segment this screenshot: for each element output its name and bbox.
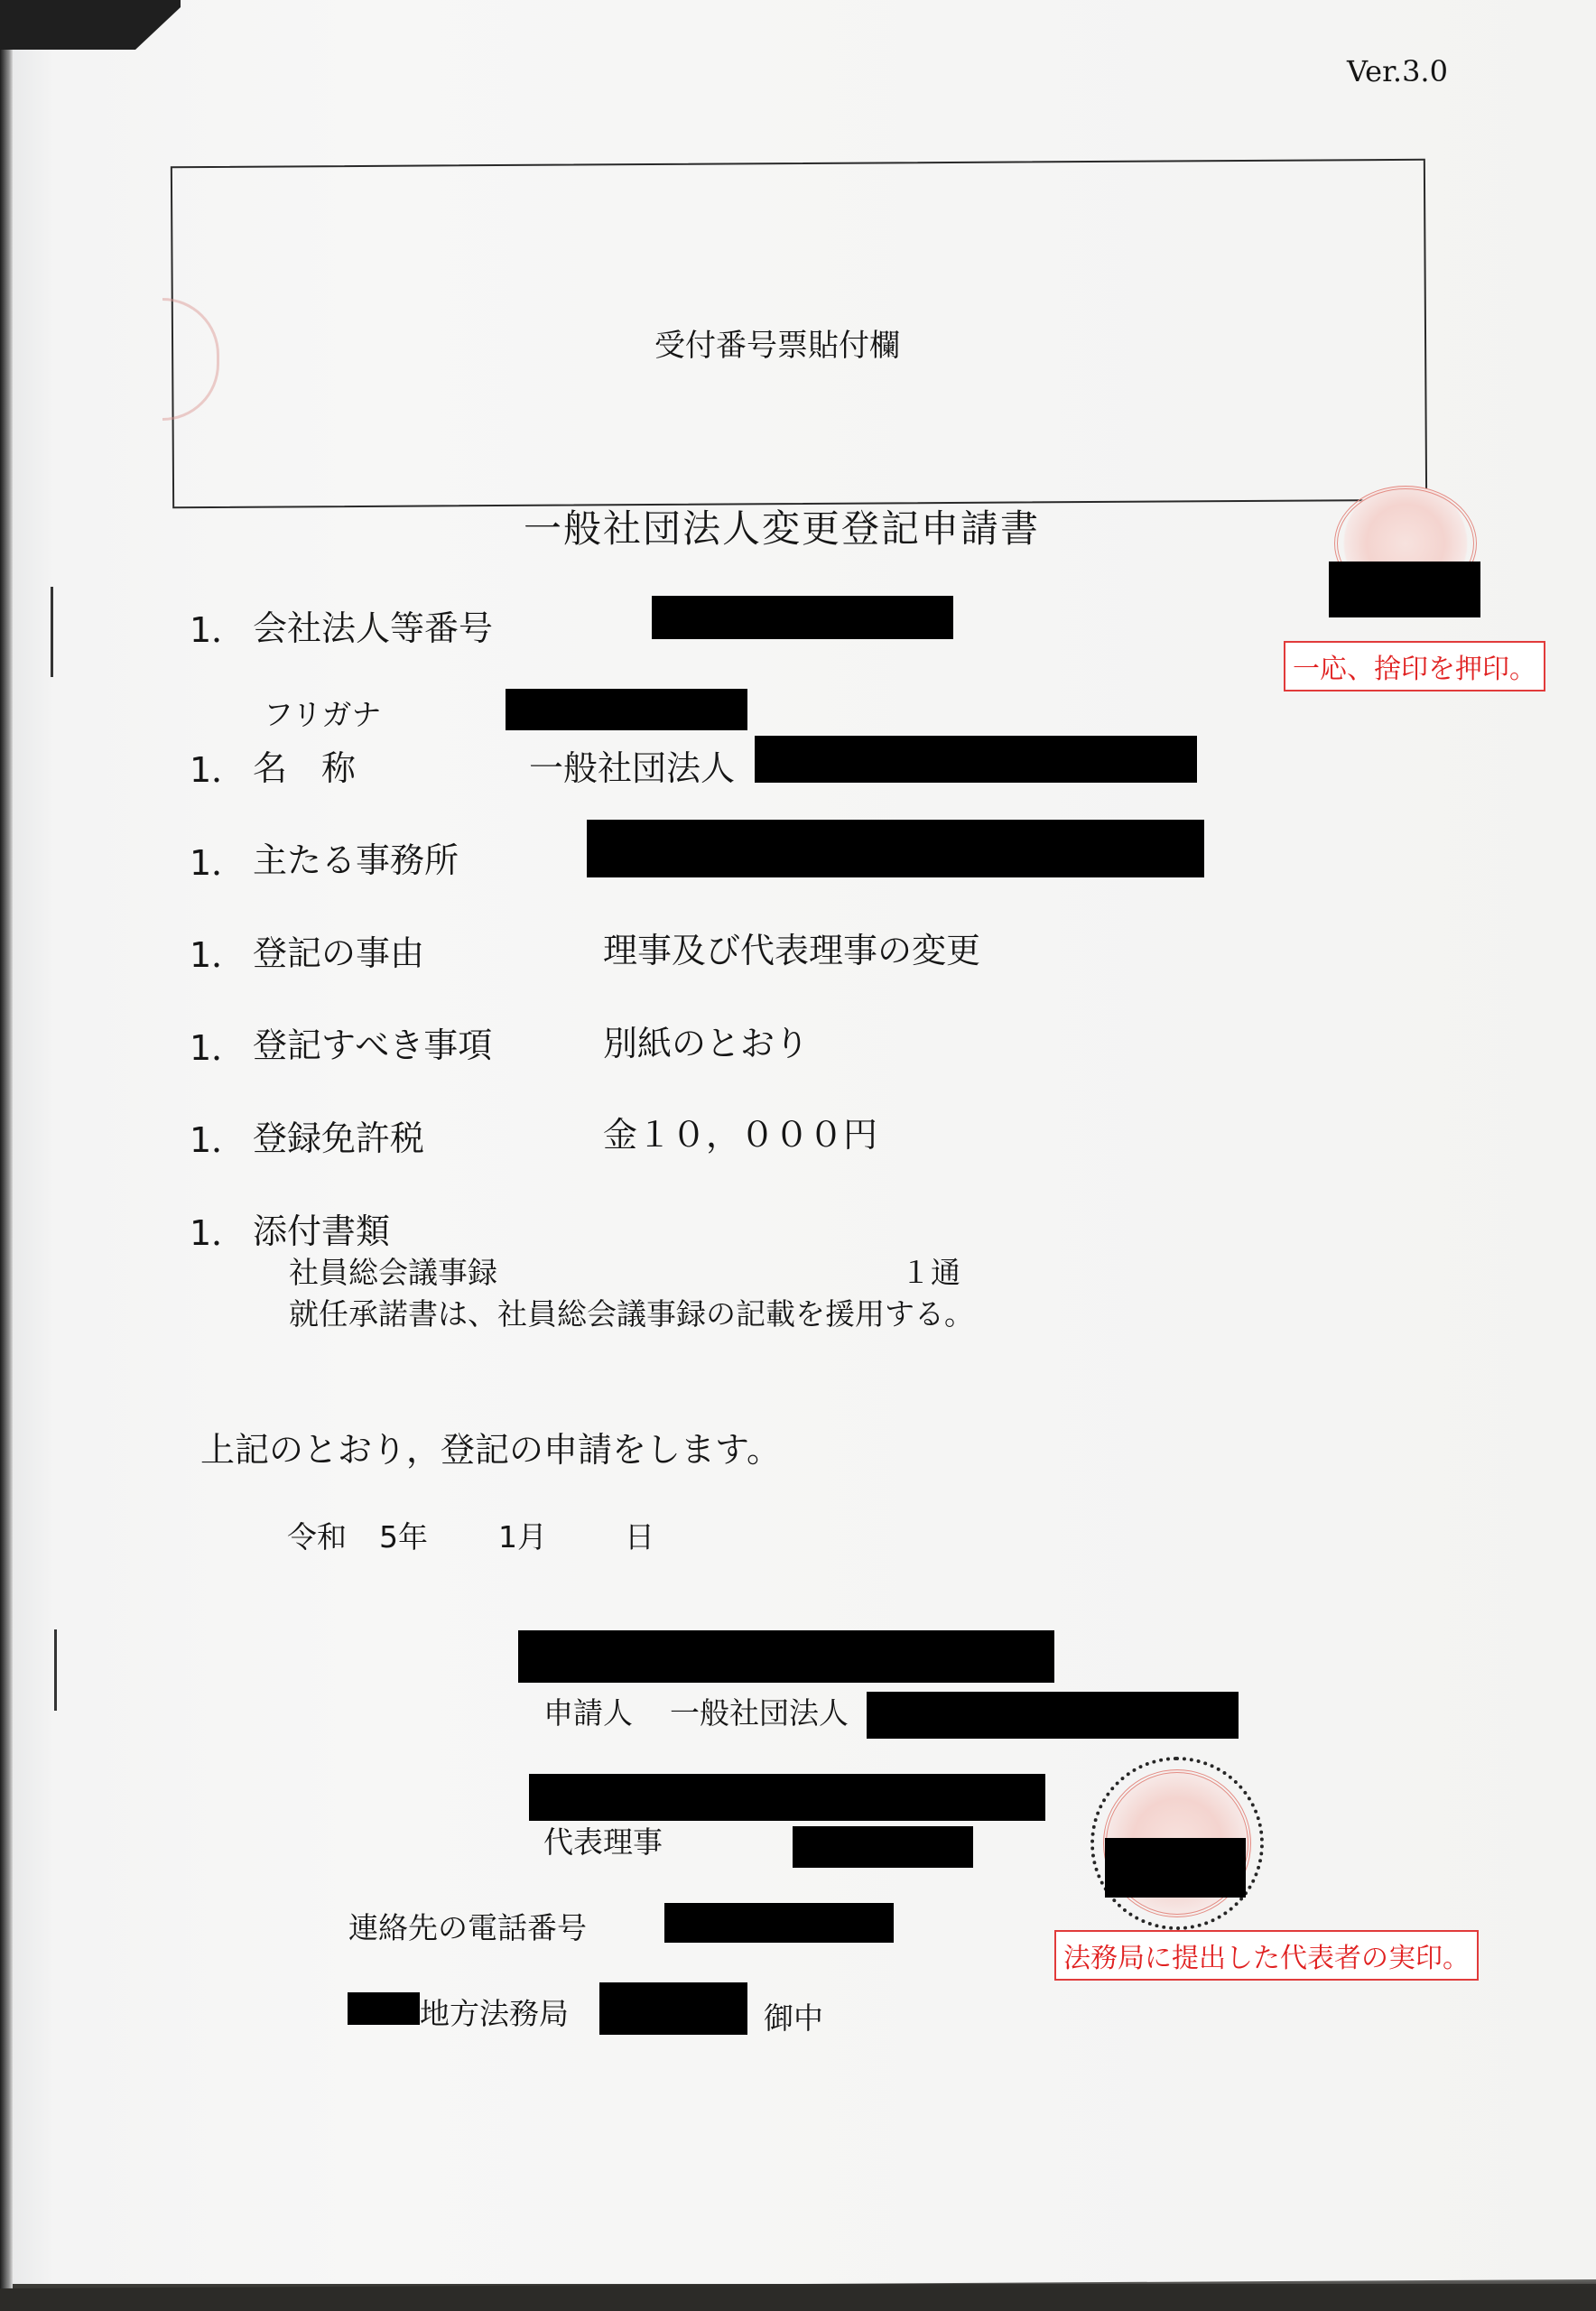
- binding-mark: [54, 1629, 57, 1711]
- item-number: 1．: [190, 610, 246, 650]
- item-number: 1．: [190, 1028, 246, 1068]
- redaction: [755, 736, 1197, 783]
- redaction: [1105, 1838, 1246, 1898]
- name-label: 名 称: [253, 748, 357, 788]
- reason-value: 理事及び代表理事の変更: [603, 931, 981, 970]
- receipt-number-label: 受付番号票貼付欄: [654, 328, 900, 364]
- attachment-doc: 社員総会議事録: [289, 1255, 497, 1290]
- name-value: 一般社団法人: [529, 748, 736, 788]
- redaction: [652, 596, 953, 639]
- phone-label: 連絡先の電話番号: [348, 1910, 587, 1945]
- bureau-label: 地方法務局: [420, 1996, 569, 2031]
- declaration-text: 上記のとおり，登記の申請をします。: [200, 1430, 781, 1470]
- reason-label: 登記の事由: [253, 933, 425, 973]
- redaction: [664, 1903, 894, 1943]
- page-fold-edge: [0, 0, 13, 2311]
- redaction: [587, 820, 1204, 877]
- version-label: Ver.3.0: [1347, 54, 1448, 88]
- redaction: [529, 1774, 1045, 1821]
- redaction: [867, 1692, 1239, 1739]
- item-number: 1．: [190, 1120, 246, 1160]
- document-title: 一般社団法人変更登記申請書: [524, 506, 1041, 551]
- date-year: 5年: [379, 1519, 428, 1555]
- redaction: [506, 689, 747, 730]
- attachment-count: １通: [901, 1255, 960, 1290]
- representative-label: 代表理事: [543, 1824, 663, 1860]
- representative-seal-note: 法務局に提出した代表者の実印。: [1054, 1930, 1479, 1981]
- attachments-label: 添付書類: [253, 1211, 391, 1251]
- binding-mark: [51, 587, 53, 677]
- item-number: 1．: [190, 843, 246, 883]
- redaction: [599, 1982, 747, 2035]
- redaction: [1329, 562, 1480, 617]
- sute-in-note: 一応、捨印を押印。: [1284, 641, 1545, 691]
- redaction: [348, 1992, 420, 2025]
- date-era: 令和: [287, 1519, 347, 1555]
- redaction: [793, 1826, 973, 1868]
- attachment-note: 就任承諾書は、社員総会議事録の記載を援用する。: [289, 1296, 974, 1332]
- matters-value: 別紙のとおり: [603, 1024, 810, 1063]
- tax-value: 金１０，０００円: [603, 1115, 878, 1155]
- redaction: [518, 1630, 1054, 1683]
- item-number: 1．: [190, 1213, 246, 1253]
- tax-label: 登録免許税: [253, 1118, 425, 1158]
- matters-label: 登記すべき事項: [253, 1026, 493, 1065]
- office-label: 主たる事務所: [253, 840, 459, 880]
- applicant-prefix: 一般社団法人: [670, 1695, 849, 1731]
- applicant-label: 申請人: [543, 1695, 633, 1731]
- item-number: 1．: [190, 750, 246, 790]
- date-day: 日: [625, 1519, 654, 1555]
- onchu-label: 御中: [764, 2000, 823, 2036]
- corp-number-label: 会社法人等番号: [253, 608, 494, 648]
- furigana-label: フリガナ: [264, 697, 382, 732]
- date-month: 1月: [498, 1519, 547, 1555]
- item-number: 1．: [190, 935, 246, 975]
